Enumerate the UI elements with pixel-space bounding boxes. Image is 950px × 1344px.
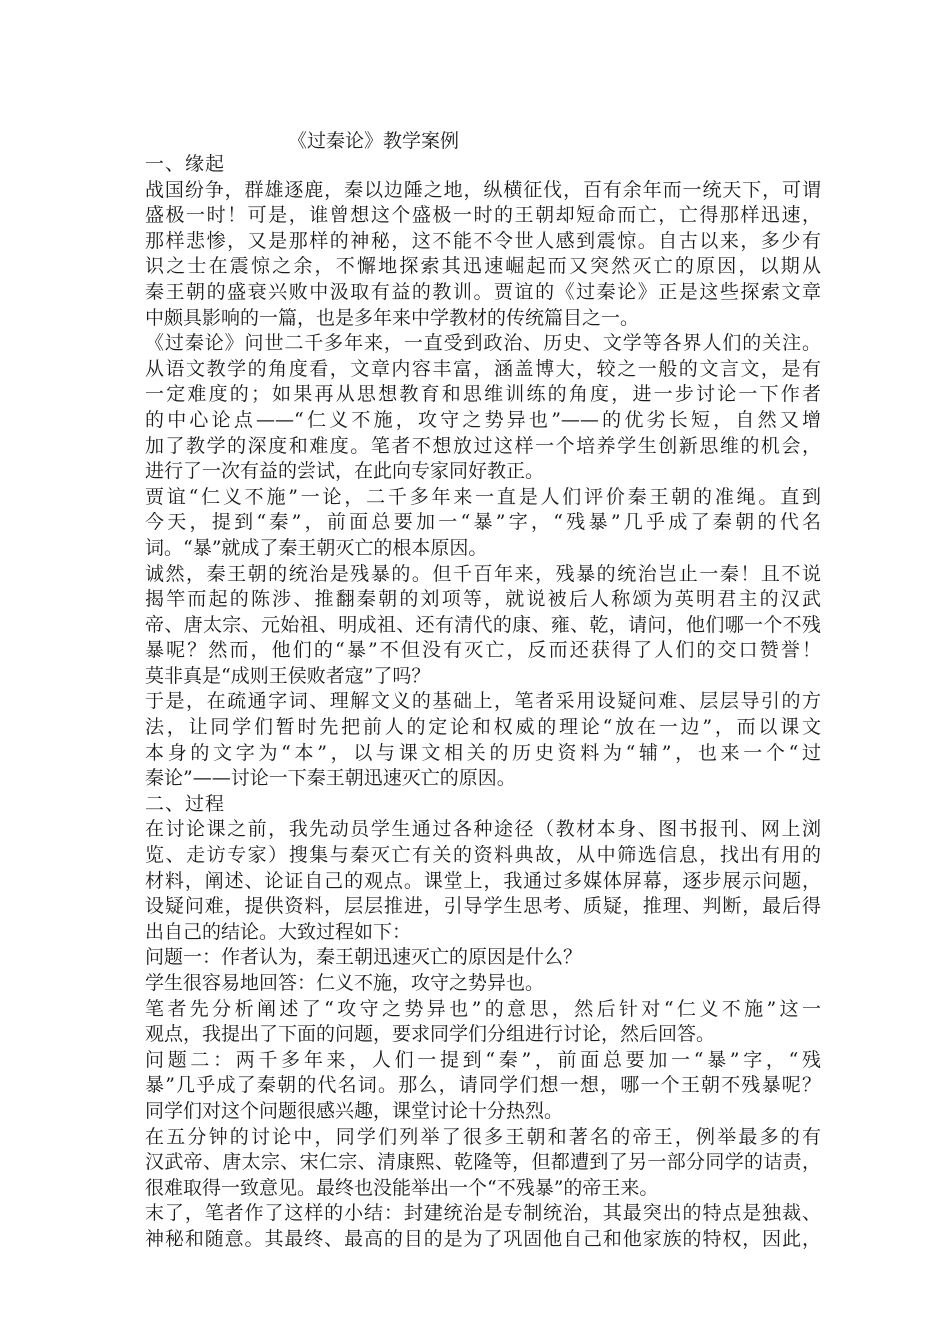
text-line: 设疑问难，提供资料，层层推进，引导学生思考、质疑，推理、判断，最后得 xyxy=(145,895,821,918)
document-body xyxy=(145,152,821,1253)
text-line: 暴呢？然而，他们的“暴”不但没有灭亡，反而还获得了人们的交口赞誉！ xyxy=(145,639,821,662)
text-line: 从语文教学的角度看，文章内容丰富，涵盖博大，较之一般的文言文，是有 xyxy=(145,357,821,380)
text-line: 莫非真是“成则王侯败者寇”了吗？ xyxy=(145,664,431,687)
text-line: 神秘和随意。其最终、最高的目的是为了巩固他自己和他家族的特权，因此， xyxy=(145,1227,821,1250)
text-line: 笔者先分析阐述了“攻守之势异也”的意思，然后针对“仁义不施”这一 xyxy=(145,997,821,1020)
text-line: 于是，在疏通字词、理解文义的基础上，笔者采用设疑问难、层层导引的方 xyxy=(145,690,821,713)
text-line: 一定难度的；如果再从思想教育和思维训练的角度，进一步讨论一下作者 xyxy=(145,383,821,406)
text-line: 在五分钟的讨论中，同学们列举了很多王朝和著名的帝王，例举最多的有 xyxy=(145,1125,821,1148)
text-line: 学生很容易地回答：仁义不施，攻守之势异也。 xyxy=(145,972,545,994)
section-heading: 二、过程 xyxy=(145,792,226,815)
text-line: 很难取得一致意见。最终也没能举出一个“不残暴”的帝王来。 xyxy=(145,1176,659,1199)
text-line: 问题一：作者认为，秦王朝迅速灭亡的原因是什么？ xyxy=(145,946,583,969)
text-line: 材料，阐述、论证自己的观点。课堂上，我通过多媒体屏幕，逐步展示问题， xyxy=(145,869,821,892)
text-line: 诚然，秦王朝的统治是残暴的。但千百年来，残暴的统治岂止一秦！且不说 xyxy=(145,562,821,585)
text-line: 出自己的结论。大致过程如下： xyxy=(145,920,412,943)
document-title: 《过秦论》教学案例 xyxy=(288,130,460,152)
text-line: 同学们对这个问题很感兴趣，课堂讨论十分热烈。 xyxy=(145,1099,564,1122)
text-line: 加了教学的深度和难度。笔者不想放过这样一个培养学生创新思维的机会， xyxy=(145,434,821,457)
text-line: 暴”几乎成了秦朝的代名词。那么，请同学们想一想，哪一个王朝不残暴呢？ xyxy=(145,1074,821,1097)
text-line: 盛极一时！可是，谁曾想这个盛极一时的王朝却短命而亡，亡得那样迅速， xyxy=(145,204,821,227)
text-line: 问题二：两千多年来，人们一提到“秦”，前面总要加一“暴”字，“残 xyxy=(145,1048,821,1071)
text-line: 在讨论课之前，我先动员学生通过各种途径（教材本身、图书报刊、网上浏 xyxy=(145,818,821,841)
section-heading: 一、缘起 xyxy=(145,153,226,175)
text-line: 《过秦论》问世二千多年来，一直受到政治、历史、文学等各界人们的关注。 xyxy=(145,332,821,355)
text-line: 战国纷争，群雄逐鹿，秦以边陲之地，纵横征伐，百有余年而一统天下，可谓 xyxy=(145,178,821,201)
text-line: 览、走访专家）搜集与秦灭亡有关的资料典故，从中筛选信息，找出有用的 xyxy=(145,844,821,867)
text-line: 词。“暴”就成了秦王朝灭亡的根本原因。 xyxy=(145,536,488,559)
text-line: 秦论”——讨论一下秦王朝迅速灭亡的原因。 xyxy=(145,767,516,790)
text-line: 本身的文字为“本”，以与课文相关的历史资料为“辅”，也来一个“过 xyxy=(145,741,821,764)
text-line: 识之士在震惊之余，不懈地探索其迅速崛起而又突然灭亡的原因，以期从 xyxy=(145,255,821,278)
text-line: 贾谊“仁义不施”一论，二千多年来一直是人们评价秦王朝的准绳。直到 xyxy=(145,485,821,508)
text-line: 的中心论点——“仁义不施，攻守之势异也”——的优劣长短，自然又增 xyxy=(145,408,821,431)
text-line: 汉武帝、唐太宗、宋仁宗、清康熙、乾隆等，但都遭到了另一部分同学的诘责， xyxy=(145,1151,821,1174)
text-line: 进行了一次有益的尝试，在此向专家同好教正。 xyxy=(145,460,545,483)
text-line: 那样悲惨，又是那样的神秘，这不能不令世人感到震惊。自古以来，多少有 xyxy=(145,229,821,252)
text-line: 秦王朝的盛衰兴败中汲取有益的教训。贾谊的《过秦论》正是这些探索文章 xyxy=(145,280,821,303)
text-line: 今天，提到“秦”，前面总要加一“暴”字，“残暴”几乎成了秦朝的代名 xyxy=(145,511,821,534)
text-line: 末了，笔者作了这样的小结：封建统治是专制统治，其最突出的特点是独裁、 xyxy=(145,1202,821,1225)
text-line: 揭竿而起的陈涉、推翻秦朝的刘项等，就说被后人称颂为英明君主的汉武 xyxy=(145,588,821,611)
text-line: 帝、唐太宗、元始祖、明成祖、还有清代的康、雍、乾，请问，他们哪一个不残 xyxy=(145,613,821,636)
text-line: 观点，我提出了下面的问题，要求同学们分组进行讨论，然后回答。 xyxy=(145,1023,716,1046)
text-line: 法，让同学们暂时先把前人的定论和权威的理论“放在一边”，而以课文 xyxy=(145,716,821,739)
text-line: 中颇具影响的一篇，也是多年来中学教材的传统篇目之一。 xyxy=(145,306,640,329)
